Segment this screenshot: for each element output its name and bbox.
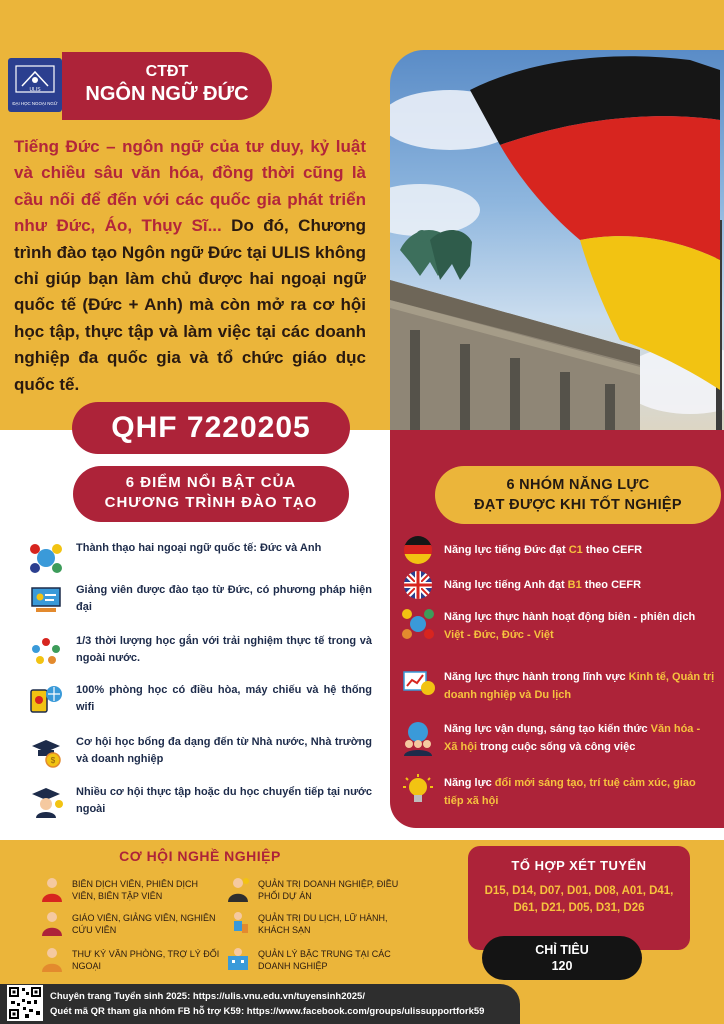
admission-combos: D15, D14, D07, D01, D08, A01, D41, D61, D21, D05, D31, D26 — [484, 885, 674, 914]
career-text: QUẢN LÝ BẬC TRUNG TẠI CÁC DOANH NGHIỆP — [258, 949, 391, 971]
svg-text:$: $ — [50, 756, 56, 765]
highlight-text: 1/3 thời lượng học gắn với trải nghiệm thực tế trong và ngoài nước. — [76, 635, 372, 664]
travel-icon — [226, 910, 250, 936]
highlights-heading — [73, 466, 349, 522]
competency-text: Năng lực đổi mới sáng tạo, trí tuệ cảm xúc, giao tiếp xã hội — [444, 777, 696, 807]
graduate-icon — [28, 784, 64, 820]
highlight-text: Giảng viên được đào tạo từ Đức, có phương pháp hiện đại — [76, 584, 372, 613]
program-title — [62, 52, 272, 120]
highlight-text: Nhiều cơ hội thực tập hoặc du học chuyển tiếp tại nước ngoài — [76, 786, 372, 815]
footer-facebook-link[interactable]: Quét mã QR tham gia nhóm FB hỗ trợ K59: https://www.facebook.com/groups/ulissupportfork59 — [50, 1006, 485, 1017]
competency-text: Năng lực thực hành trong lĩnh vực Kinh tế, Quản trị doanh nghiệp và Du lịch — [444, 671, 715, 701]
highlight-text: Thành thạo hai ngoại ngữ quốc tế: Đức và Anh — [76, 542, 322, 554]
brandenburg-gate-photo — [390, 50, 724, 430]
admission-title: TỔ HỢP XÉT TUYỂN — [511, 858, 647, 873]
teacher-icon — [40, 910, 64, 936]
secretary-icon — [40, 946, 64, 972]
interpreter-icon — [40, 876, 64, 902]
career-text: QUẢN TRỊ DOANH NGHIỆP, ĐIỀU PHỐI DỰ ÁN — [258, 879, 399, 901]
german-flag-icon — [400, 532, 436, 568]
competencies-title-line1: 6 NHÓM NĂNG LỰC — [506, 477, 650, 493]
languages-icon — [28, 540, 64, 576]
highlight-text: Cơ hội học bổng đa dạng đến từ Nhà nước, Nhà trường và doanh nghiệp — [76, 736, 372, 765]
career-text: THƯ KÝ VĂN PHÒNG, TRỢ LÝ ĐỐI NGOẠI — [72, 949, 220, 971]
career-text: QUẢN TRỊ DU LỊCH, LỮ HÀNH, KHÁCH SẠN — [258, 913, 388, 935]
title-line2: NGÔN NGỮ ĐỨC — [85, 83, 249, 105]
lightbulb-icon — [400, 772, 436, 808]
quota-value: 120 — [551, 959, 573, 973]
logo-caption: ĐẠI HỌC NGOẠI NGỮ — [12, 101, 58, 106]
group-icon — [28, 633, 64, 669]
career-text: GIÁO VIÊN, GIẢNG VIÊN, NGHIÊN CỨU VIÊN — [72, 913, 216, 935]
program-code: QHF 7220205 — [72, 402, 350, 454]
competency-text: Năng lực tiếng Anh đạt B1 theo CEFR — [444, 579, 642, 591]
manager-icon — [226, 876, 250, 902]
competency-text: Năng lực thực hành hoạt động biên - phiên dịch Việt - Đức, Đức - Việt — [444, 611, 696, 641]
highlights-title-line2: CHƯƠNG TRÌNH ĐÀO TẠO — [104, 494, 318, 511]
logo-abbr: ULIS — [29, 87, 41, 93]
intro-highlight: Tiếng Đức – ngôn ngữ của tư duy, kỷ luật và chiều sâu văn hóa, đồng thời cũng là cầu nối để đến với các quốc gia phát triển như Đức, Áo, Thụy Sĩ... — [14, 137, 366, 236]
competency-text: Năng lực tiếng Đức đạt C1 theo CEFR — [444, 544, 643, 556]
career-text: BIÊN DỊCH VIÊN, PHIÊN DỊCH VIÊN, BIÊN TẬP VIÊN — [72, 879, 199, 901]
footer-text — [50, 989, 520, 1019]
footer-website-link[interactable]: Chuyên trang Tuyển sinh 2025: https://ulis.vnu.edu.vn/tuyensinh2025/ — [50, 991, 365, 1002]
quota-badge — [482, 936, 642, 980]
quota-label: CHỈ TIÊU — [535, 943, 589, 957]
translation-icon — [400, 606, 436, 642]
business-icon — [400, 664, 436, 700]
highlight-text: 100% phòng học có điều hòa, máy chiếu và hệ thống wifi — [76, 684, 372, 713]
lecturer-icon — [28, 582, 64, 618]
highlights-title-line1: 6 ĐIỂM NỔI BẬT CỦA — [125, 474, 297, 491]
qr-code-icon[interactable] — [7, 985, 43, 1021]
admission-box — [468, 846, 690, 950]
intro-paragraph — [14, 134, 366, 398]
executive-icon — [226, 946, 250, 972]
competencies-title-line2: ĐẠT ĐƯỢC KHI TỐT NGHIỆP — [474, 497, 682, 513]
careers-title: CƠ HỘI NGHỀ NGHIỆP — [119, 848, 281, 864]
scholarship-icon — [28, 734, 64, 770]
culture-icon — [400, 720, 436, 756]
intro-body: Do đó, Chương trình đào tạo Ngôn ngữ Đức tại ULIS không chỉ giúp bạn làm chủ được hai ngoại ngữ quốc tế (Đức + Anh) mà còn mở ra cơ hội học tập, thực tập và làm việc tại các doanh nghiệp đa quốc gia và tổ chức giáo dục quốc tế. — [14, 216, 366, 394]
classroom-tech-icon — [28, 682, 64, 718]
uk-flag-icon — [400, 567, 436, 603]
competency-text: Năng lực vận dụng, sáng tạo kiến thức Văn hóa - Xã hội trong cuộc sống và công việc — [444, 723, 701, 753]
ulis-logo — [8, 58, 62, 112]
title-line1: CTĐT — [145, 63, 189, 80]
competencies-heading — [435, 466, 721, 524]
